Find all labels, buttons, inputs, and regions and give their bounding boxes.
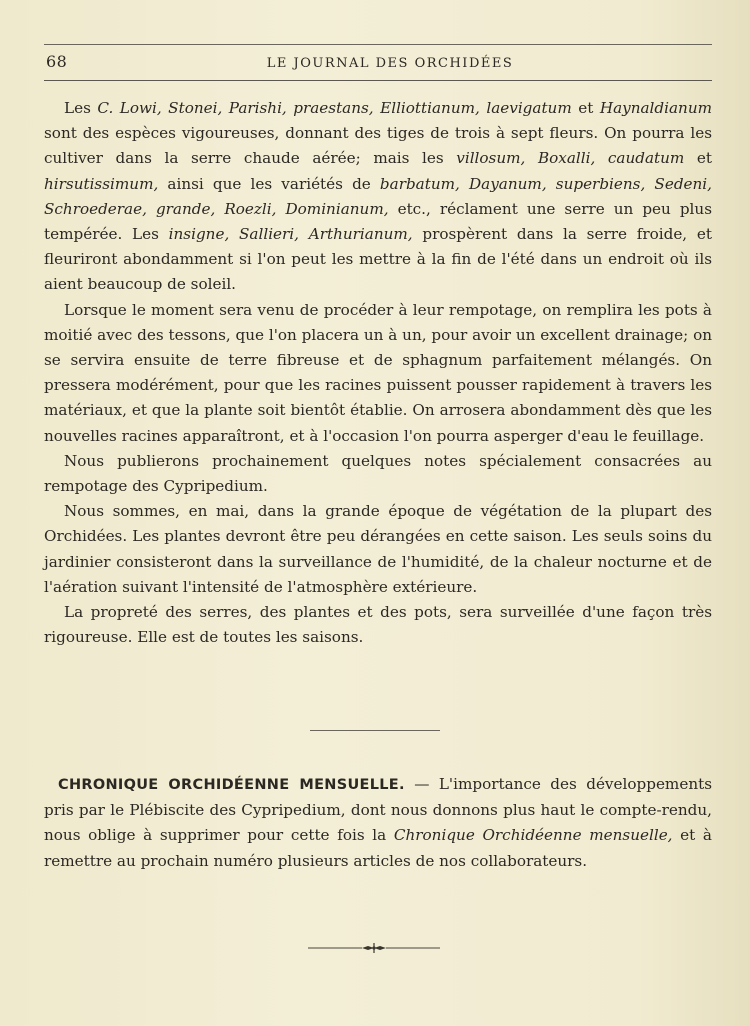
chronicle-heading: CHRONIQUE ORCHIDÉENNE MENSUELLE.	[58, 777, 405, 793]
italic-text: C. Lowi, Stonei, Parishi, praestans, Elliottianum, laevigatum	[97, 99, 572, 117]
paragraph	[44, 600, 712, 650]
top-rule	[44, 44, 712, 45]
text-run: Lorsque le moment sera venu de procéder à leur rempotage, on remplira les pots à moitié avec des tessons, que l'on placera un à un, pour avoir un excellent drainage; on se servira ensuite de terre fibreuse et de sphagnum parfaitement mélangés. On pressera modérément, pour que les racines puissent pousser rapidement à travers les matériaux, et que la plante soit bientôt établie. On arrosera abondamment dès que les nouvelles racines apparaîtront, et à l'occasion l'on pourra asperger d'eau le feuillage.	[44, 300, 713, 445]
text-run: et	[571, 99, 600, 117]
page-header	[44, 50, 712, 74]
text-run: Nous sommes, en mai, dans la grande époque de végétation de la plupart des Orchidées. Les plantes devront être peu dérangées en cette saison. Les seuls soins du jardinier consisteront dans la surveillance de l'humidité, de la chaleur nocturne et de l'aération suivant l'intensité de l'atmosphère extérieure.	[44, 502, 712, 596]
text-run: ainsi que les variétés de	[158, 174, 380, 193]
text-run: — L'importance des développements pris par le Plébiscite des Cypripedium, dont nous donnons plus haut le compte-rendu, nous oblige à supprimer pour cette fois la	[44, 775, 712, 845]
text-run: La propreté des serres, des plantes et des pots, sera surveillée d'une façon très rigoureuse. Elle est de toutes les saisons.	[44, 603, 712, 647]
text-run: sont des espèces vigoureuses, donnant des tiges de trois à sept fleurs. On pourra les cultiver dans la serre chaude aérée; mais les	[44, 124, 712, 168]
paragraph	[44, 449, 712, 499]
text-run: prospèrent dans la serre froide, et fleuriront abondamment si l'on peut les mettre à la fin de l'été dans un endroit où ils aient beaucoup de soleil.	[44, 225, 712, 294]
chronicle-section	[44, 772, 712, 874]
italic-text: villosum, Boxalli, caudatum	[456, 149, 685, 168]
article-body	[44, 96, 712, 650]
text-run: Nous publierons prochainement quelques notes spécialement consacrées au rempotage des Cypripedium.	[44, 451, 712, 496]
text-run: etc., réclament une serre un peu plus tempérée. Les	[44, 199, 712, 244]
text-run: et à remettre au prochain numéro plusieurs articles de nos collaborateurs.	[44, 826, 712, 870]
italic-text: insigne, Sallieri, Arthurianum,	[168, 225, 413, 244]
italic-text: Chronique Orchidéenne mensuelle,	[393, 826, 673, 845]
section-divider	[310, 730, 440, 731]
italic-text: hirsutissimum,	[44, 174, 159, 193]
text-run: Les	[64, 99, 98, 117]
header-rule	[44, 80, 712, 81]
page-number: 68	[46, 52, 68, 71]
paragraph	[44, 298, 712, 449]
text-run: et	[684, 149, 712, 168]
running-title: LE JOURNAL DES ORCHIDÉES	[266, 56, 514, 71]
ornament-divider-icon	[308, 940, 440, 956]
chronicle-paragraph	[44, 772, 712, 874]
italic-text: barbatum, Dayanum, superbiens, Sedeni, Schroederae, grande, Roezli, Dominianum,	[44, 174, 712, 218]
italic-text: Haynaldianum	[599, 99, 713, 117]
paragraph	[44, 96, 712, 298]
paragraph	[44, 499, 712, 600]
